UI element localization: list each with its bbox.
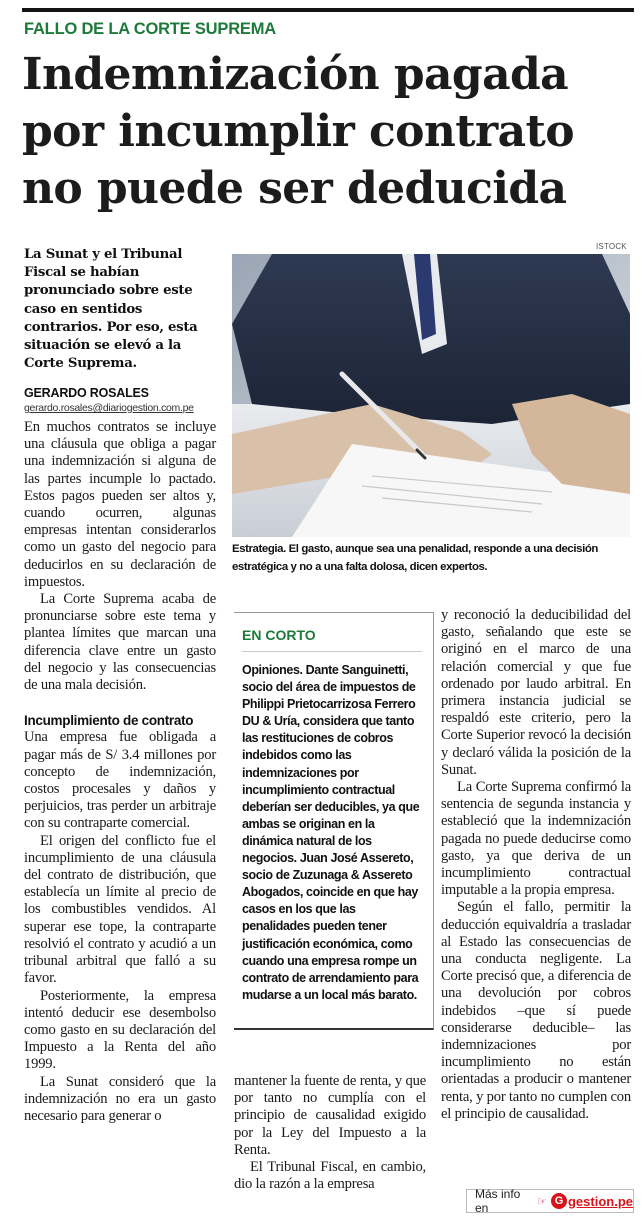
paragraph: La Sunat consideró que la indemnización no era un gasto necesario para generar o xyxy=(24,1073,216,1124)
caption-text: El gasto, aunque sea una penalidad, responde a una decisión estratégica y no a una falta dolosa, dicen expertos. xyxy=(232,543,598,573)
gestion-site-link[interactable]: gestion.pe xyxy=(567,1193,633,1209)
paragraph: El origen del conflicto fue el incumplimiento de una cláusula del contrato de distribución, que establecía un límite al precio de los combustibles vendidos. Al superar ese tope, la contraparte resolvió el contrato y acudió a un tribunal arbitral que falló a su favor. xyxy=(24,832,216,987)
gestion-logo-icon: G xyxy=(551,1193,567,1209)
caption-label: Estrategia. xyxy=(232,543,286,555)
headline: Indemnización pagada por incumplir contrato no puede ser deducida xyxy=(22,49,574,214)
photo-illustration xyxy=(232,254,630,537)
lead-paragraph: La Sunat y el Tribunal Fiscal se habían pronunciado sobre este caso en sentidos contrarios. Por eso, esta situación se elevó a la Corte Suprema. xyxy=(24,247,198,372)
sidebar-label: Opiniones. xyxy=(242,663,303,677)
author-email[interactable]: gerardo.rosales@diariogestion.com.pe xyxy=(24,402,194,414)
gestion-logo xyxy=(551,1193,633,1209)
sidebar-divider xyxy=(242,651,422,652)
paragraph: El Tribunal Fiscal, en cambio, dio la razón a la empresa xyxy=(234,1159,426,1193)
more-info-link[interactable] xyxy=(466,1189,634,1213)
paragraph: En muchos contratos se incluye una cláusula que obliga a pagar una indemnización si alguna de las partes incumple lo pactado. Estos pagos pueden ser altos y, cuando ocurren, algunas empresas intentan considerarlos como un gasto del negocio para deducirlos en su declaración de impuestos. xyxy=(24,419,216,590)
paragraph: Según el fallo, permitir la deducción equivaldría a trasladar al Estado las consecuencias de una conducta negligente. La Corte precisó que, a diferencia de una devolución por cobros indebidos –que sí puede considerarse deducible– las indemnizaciones por incumplimiento no están orientadas a producir o mantener renta, y por tanto no cumplen con el principio de causalidad. xyxy=(441,899,631,1122)
sidebar-box xyxy=(234,612,434,1030)
photo-caption xyxy=(232,541,632,576)
more-info-label: Más info en xyxy=(475,1187,521,1215)
author-name: GERARDO ROSALES xyxy=(24,386,149,400)
photo-credit: ISTOCK xyxy=(596,242,627,251)
paragraph: y reconoció la deducibilidad del gasto, señalando que este se originó en el marco de una relación comercial y que fue ordenado por laudo arbitral. En primera instancia judicial se respaldó este criterio, pero la Corte Superior revocó la decisión y declaró válida la posición de la Sunat. xyxy=(441,607,631,778)
paragraph: Posteriormente, la empresa intentó deducir ese desembolso como gasto en su declaración del Impuesto a la Renta del año 1999. xyxy=(24,987,216,1073)
cursor-icon: ☞ xyxy=(537,1195,547,1208)
subheading: Incumplimiento de contrato xyxy=(24,713,194,729)
article-column-1 xyxy=(24,419,216,1125)
section-kicker: FALLO DE LA CORTE SUPREMA xyxy=(24,20,276,38)
article-photo xyxy=(232,254,630,537)
paragraph: La Corte Suprema confirmó la sentencia de segunda instancia y estableció que la indemnización pagada no puede deducirse como gasto, ya que deriva de un incumplimiento contractual imputable a la propia empresa. xyxy=(441,779,631,899)
sidebar-title: EN CORTO xyxy=(242,627,316,643)
paragraph: La Corte Suprema acaba de pronunciarse sobre este tema y plantea límites que marcan una diferencia clave entre un gasto del negocio y las consecuencias de una mala decisión. xyxy=(24,591,216,694)
byline xyxy=(24,386,229,414)
paragraph: Una empresa fue obligada a pagar más de S/ 3.4 millones por concepto de indemnización, costos procesales y daños y perjuicios, tras perder un arbitraje con su contraparte comercial. xyxy=(24,729,216,832)
article-column-3 xyxy=(441,607,631,1123)
top-rule xyxy=(22,8,634,12)
sidebar-text: Dante Sanguinetti, socio del área de impuestos de Philippi Prietocarrizosa Ferrero DU & Uría, considera que tanto las restituciones de cobros indebidos como las indemnizaciones por incumplimiento contractual deberían ser deducibles, ya que ambas se originan en la dinámica natural de los negocios. Juan José Assereto, socio de Zuzunaga & Assereto Abogados, coincide en que hay casos en los que las penalidades pueden tener justificación económica, como cuando una empresa rompe un contrato de arrendamiento para mudarse a un local más barato. xyxy=(242,663,420,1002)
sidebar-body xyxy=(242,662,425,1004)
article-column-2 xyxy=(234,1073,426,1193)
paragraph: mantener la fuente de renta, y que por tanto no cumplía con el principio de causalidad exigido por la Ley del Impuesto a la Renta. xyxy=(234,1073,426,1158)
